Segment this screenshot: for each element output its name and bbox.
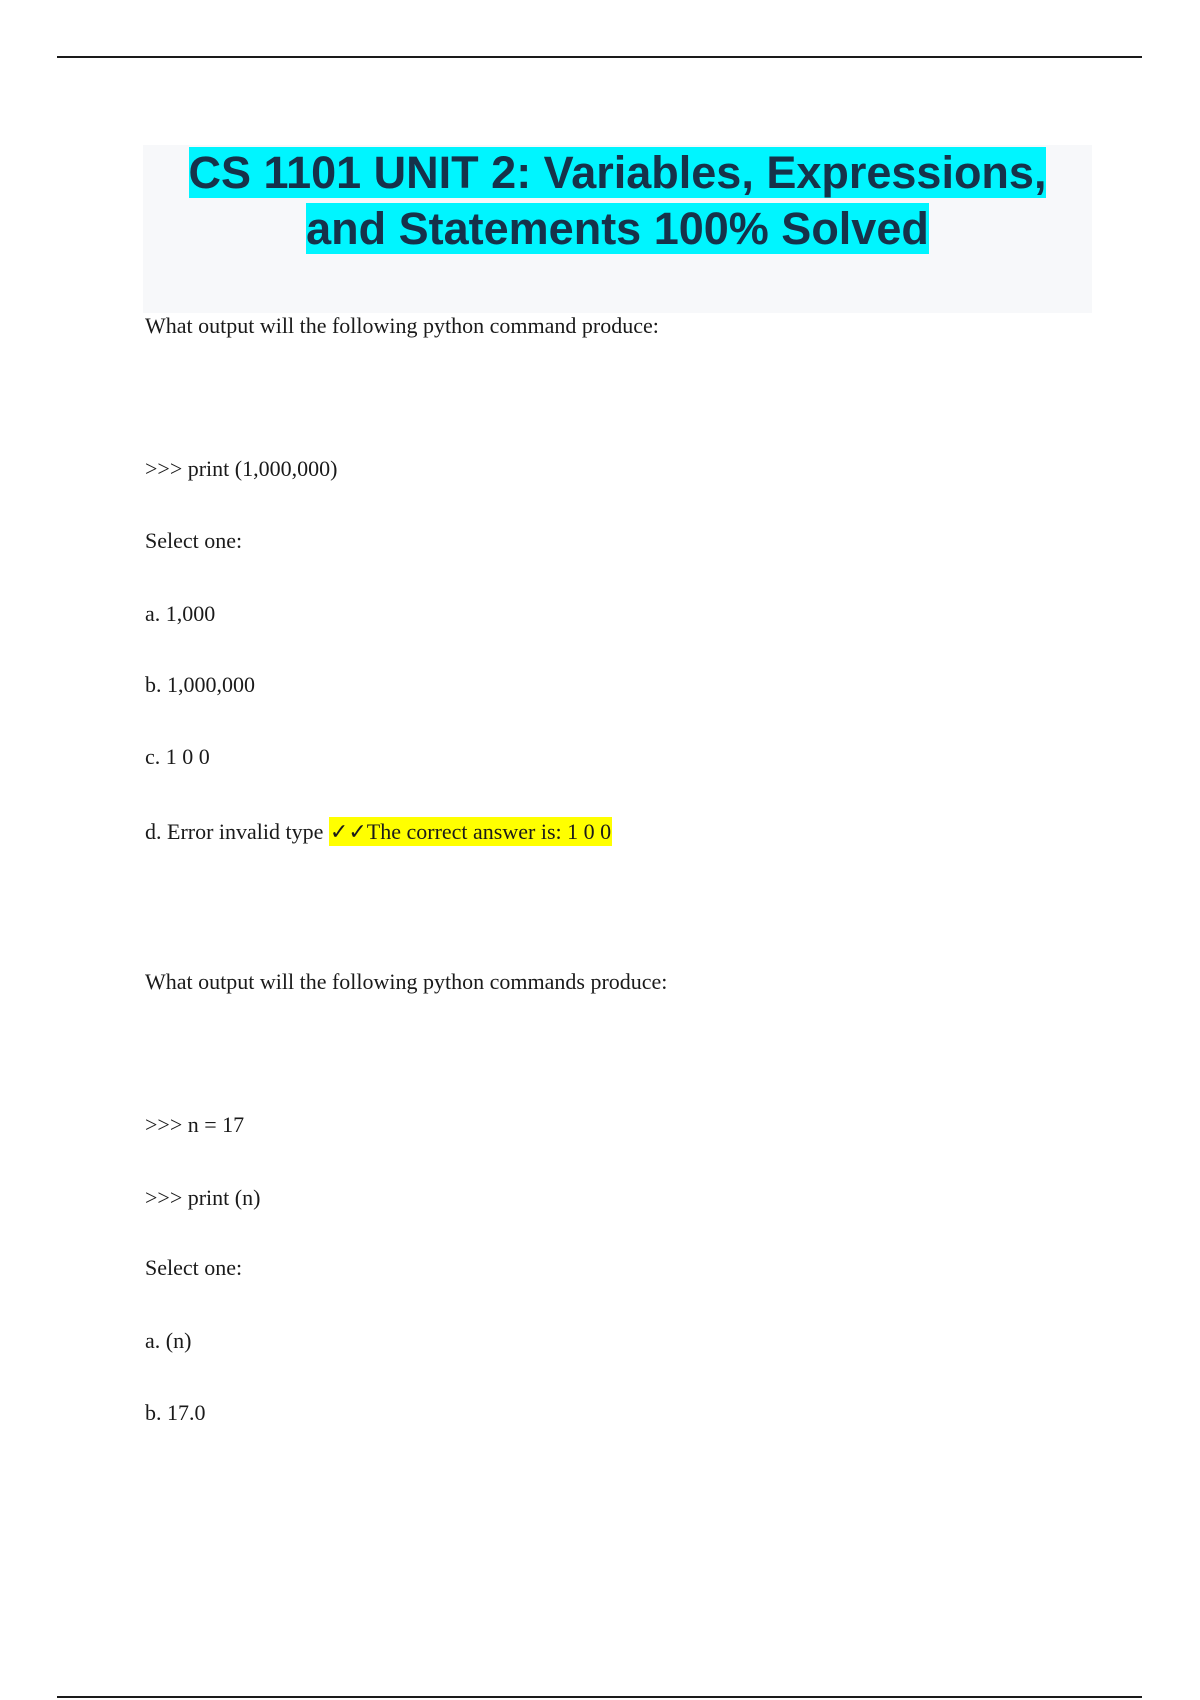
page-title [143, 145, 1092, 257]
question-2-option-b: b. 17.0 [145, 1400, 206, 1425]
question-2-prompt: What output will the following python commands produce: [145, 969, 668, 994]
top-divider [57, 56, 1142, 58]
question-1-option-a: a. 1,000 [145, 601, 216, 626]
question-1-option-d: d. Error invalid type [145, 819, 324, 844]
title-banner [143, 145, 1092, 313]
question-2-code-line-1: >>> n = 17 [145, 1112, 245, 1137]
question-1-option-d-row [145, 818, 612, 846]
title-line-1: CS 1101 UNIT 2: Variables, Expressions, [188, 147, 1047, 198]
correct-answer-highlight: ✓✓The correct answer is: 1 0 0 [329, 819, 612, 844]
bottom-divider [57, 1696, 1142, 1698]
question-1-option-b: b. 1,000,000 [145, 672, 255, 697]
question-2-code-line-2: >>> print (n) [145, 1185, 261, 1210]
question-2-option-a: a. (n) [145, 1328, 192, 1353]
question-2-select-label: Select one: [145, 1255, 243, 1280]
question-1-select-label: Select one: [145, 528, 243, 553]
title-line-2: and Statements 100% Solved [306, 203, 929, 254]
question-1-prompt: What output will the following python command produce: [145, 313, 659, 338]
question-1-code: >>> print (1,000,000) [145, 456, 338, 481]
question-1-option-c: c. 1 0 0 [145, 744, 210, 769]
